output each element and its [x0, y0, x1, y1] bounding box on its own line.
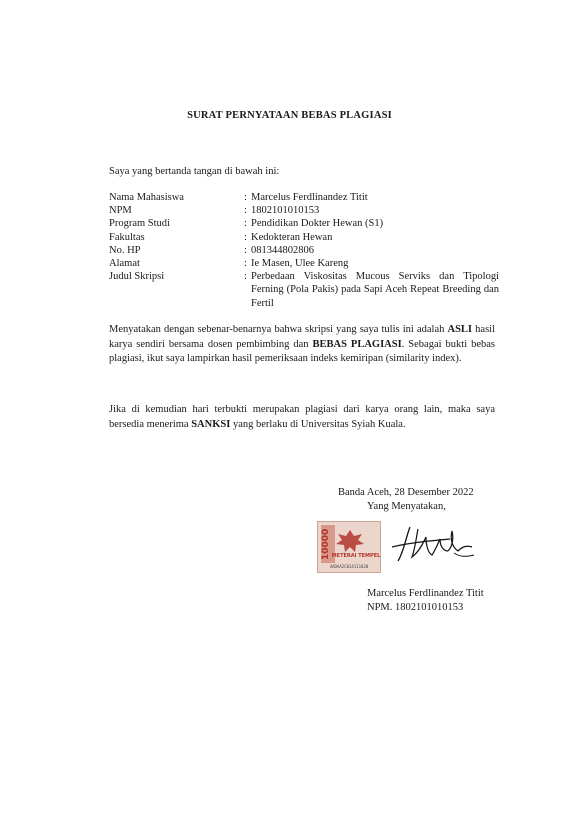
field-separator: :: [244, 258, 247, 270]
field-value: Marcelus Ferdlinandez Titit: [251, 192, 368, 203]
bebas-plagiasi-emphasis: BEBAS PLAGIASI: [312, 338, 402, 350]
sanction-paragraph: [109, 403, 495, 432]
field-label: Program Studi: [109, 218, 170, 230]
field-separator: :: [244, 231, 247, 243]
identity-fields: [109, 191, 499, 310]
field-label: Judul Skripsi: [109, 271, 165, 283]
field-value: Pendidikan Dokter Hewan (S1): [251, 218, 384, 230]
field-value: Kedokteran Hewan: [251, 231, 333, 243]
statement-text: . Sebagai bukti bebas plagiasi, ikut saya lampirkan hasil pemeriksaan indeks kemiripan (similarity index).: [109, 338, 496, 365]
stamp-value: 10000: [321, 528, 331, 560]
sanction-text: Jika di kemudian hari terbukti merupakan plagiasi dari karya orang lain, maka saya bersedia menerima: [109, 404, 495, 430]
field-value: 1802101010153: [251, 205, 320, 217]
stamp-label: METERAI TEMPEL: [331, 553, 380, 559]
field-value: 081344802806: [251, 244, 314, 256]
stamp-serial: 4ADAA2C014111020: [329, 564, 369, 569]
field-value: Ie Masen, Ulee Kareng: [251, 258, 349, 270]
signature-block: [310, 486, 510, 614]
signer-role: Yang Menyatakan,: [367, 500, 446, 512]
statement-paragraph: [109, 323, 495, 367]
field-label: No. HP: [109, 244, 141, 256]
field-row-program-studi: [109, 217, 499, 230]
field-label: Fakultas: [109, 231, 145, 243]
sanksi-emphasis: SANKSI: [191, 418, 231, 430]
field-separator: :: [244, 218, 247, 230]
field-row-alamat: [109, 257, 499, 270]
field-row-nama: [109, 191, 499, 204]
place-date: Banda Aceh, 28 Desember 2022: [338, 487, 474, 498]
field-row-no-hp: [109, 244, 499, 257]
handwritten-signature: [388, 517, 478, 572]
statement-text: Menyatakan dengan sebenar-benarnya bahwa skripsi yang saya tulis ini adalah: [109, 324, 448, 335]
asli-emphasis: ASLI: [447, 324, 473, 335]
statement-text: hasil karya sendiri bersama dosen pembimbing dan: [109, 324, 495, 350]
signer-name: Marcelus Ferdlinandez Titit: [367, 588, 484, 599]
field-row-npm: [109, 204, 499, 217]
field-label: NPM: [109, 205, 132, 217]
field-value: Perbedaan Viskositas Mucous Serviks dan Tipologi Ferning (Pola Pakis) pada Sapi Aceh Repeat Breeding dan Fertil: [251, 271, 499, 309]
field-separator: :: [244, 205, 247, 217]
document-title: SURAT PERNYATAAN BEBAS PLAGIASI: [187, 110, 392, 121]
field-row-fakultas: [109, 231, 499, 244]
field-separator: :: [244, 271, 247, 283]
field-separator: :: [244, 244, 247, 256]
signature-area: [310, 517, 510, 577]
field-separator: :: [244, 192, 247, 203]
field-row-judul-skripsi: [109, 270, 499, 310]
field-label: Alamat: [109, 258, 140, 270]
meterai-stamp-icon: [317, 521, 381, 573]
signer-npm: NPM. 1802101010153: [367, 601, 464, 613]
sanction-text: yang berlaku di Universitas Syiah Kuala.: [230, 418, 406, 430]
field-label: Nama Mahasiswa: [109, 192, 184, 203]
intro-text: Saya yang bertanda tangan di bawah ini:: [109, 166, 280, 177]
